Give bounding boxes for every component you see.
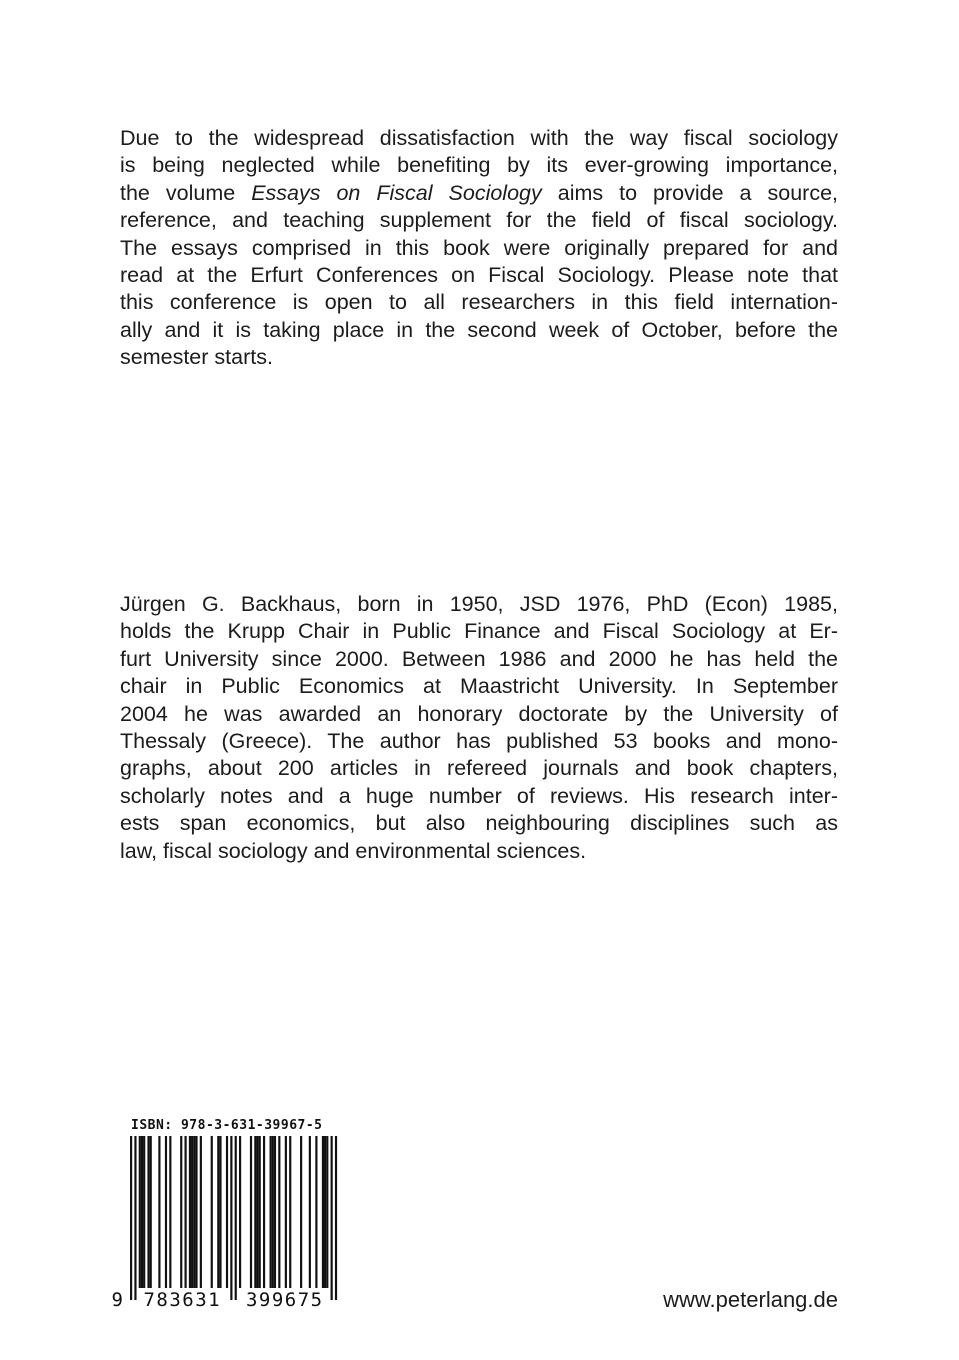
- barcode-bar: [324, 1136, 326, 1288]
- barcode-bar: [195, 1136, 197, 1288]
- blurb-line: semester starts.: [120, 345, 273, 370]
- bio-line: furt University since 2000. Between 1986 and 2000 he has held the: [120, 646, 838, 671]
- barcode-bar: [165, 1136, 167, 1288]
- barcode-bar: [147, 1136, 149, 1288]
- blurb-line: reference, and teaching supplement for the field of fiscal sociology.: [120, 208, 838, 233]
- barcode-bar: [189, 1136, 191, 1288]
- barcode-bar: [270, 1136, 272, 1288]
- barcode-right-digits: 399675: [245, 1289, 324, 1311]
- bio-line: holds the Krupp Chair in Public Finance and Fiscal Sociology at Er-: [120, 619, 838, 644]
- blurb-paragraph: [120, 125, 838, 372]
- book-title: Essays on Fiscal Sociology: [251, 180, 542, 205]
- barcode-guard-bar: [235, 1136, 237, 1300]
- barcode-bar: [289, 1136, 291, 1288]
- barcode-bar: [285, 1136, 287, 1288]
- bio-line: ests span economics, but also neighbouring disciplines such as: [120, 811, 838, 836]
- blurb-title-before: the volume: [120, 180, 252, 205]
- barcode-bar: [315, 1136, 317, 1288]
- barcode-bar: [259, 1136, 261, 1288]
- publisher-website: www.peterlang.de: [663, 1287, 838, 1312]
- barcode-bar: [309, 1136, 311, 1288]
- barcode-guard-bar: [331, 1136, 333, 1300]
- bio-line: law, fiscal sociology and environmental sciences.: [120, 838, 587, 863]
- blurb-line-title: [120, 180, 838, 207]
- barcode-bar: [217, 1136, 219, 1288]
- barcode-bar: [169, 1136, 171, 1288]
- barcode-bar: [300, 1136, 302, 1288]
- barcode-bar: [274, 1136, 276, 1288]
- barcode-bar: [180, 1136, 182, 1288]
- author-bio-paragraph: [120, 591, 838, 865]
- blurb-line: ally and it is taking place in the second week of October, before the: [120, 317, 838, 342]
- bio-line: chair in Public Economics at Maastricht University. In September: [120, 674, 838, 699]
- bio-line: 2004 he was awarded an honorary doctorate by the University of: [120, 701, 838, 726]
- barcode-bar: [226, 1136, 228, 1288]
- blurb-line: this conference is open to all researchers in this field internation-: [120, 290, 838, 315]
- bio-line: graphs, about 200 articles in refereed journals and book chapters,: [120, 756, 838, 781]
- bio-line: scholarly notes and a huge number of reviews. His research inter-: [120, 783, 838, 808]
- barcode-guard-bar: [230, 1136, 232, 1300]
- barcode-bar: [219, 1136, 221, 1288]
- barcode-bar: [193, 1136, 195, 1288]
- barcode-bar: [185, 1136, 187, 1288]
- barcode-graphic: [110, 1136, 340, 1316]
- barcode-bar: [239, 1136, 241, 1288]
- barcode-bar: [141, 1136, 143, 1288]
- barcode-bar: [200, 1136, 202, 1288]
- barcode-bar: [158, 1136, 160, 1288]
- barcode-bar: [191, 1136, 193, 1288]
- barcode-bar: [139, 1136, 141, 1288]
- barcode-bar: [150, 1136, 152, 1288]
- barcode-bar: [326, 1136, 328, 1288]
- blurb-line: read at the Erfurt Conferences on Fiscal Sociology. Please note that: [120, 263, 838, 288]
- barcode-bar: [322, 1136, 324, 1288]
- barcode-left-digits: 783631: [143, 1289, 222, 1311]
- bio-line: Jürgen G. Backhaus, born in 1950, JSD 1976, PhD (Econ) 1985,: [120, 592, 838, 616]
- blurb-line: The essays comprised in this book were originally prepared for and: [120, 235, 838, 260]
- barcode-guard-bar: [335, 1136, 337, 1300]
- isbn-barcode: [110, 1136, 340, 1316]
- blurb-line: Due to the widespread dissatisfaction with the way fiscal sociology: [120, 126, 838, 150]
- isbn-label: ISBN: 978-3-631-39967-5: [131, 1118, 323, 1133]
- barcode-guard-bar: [134, 1136, 136, 1300]
- barcode-bar: [272, 1136, 274, 1288]
- bio-line: Thessaly (Greece). The author has published 53 books and mono-: [120, 729, 838, 754]
- barcode-bar: [254, 1136, 256, 1288]
- blurb-line: is being neglected while benefiting by its ever-growing importance,: [120, 153, 838, 178]
- barcode-bar: [250, 1136, 252, 1288]
- barcode-lead-digit: 9: [111, 1289, 125, 1311]
- blurb-title-after: aims to provide a source,: [541, 180, 839, 205]
- barcode-guard-bar: [130, 1136, 132, 1300]
- barcode-bar: [278, 1136, 280, 1288]
- barcode-bar: [256, 1136, 258, 1288]
- barcode-bar: [211, 1136, 213, 1288]
- barcode-bar: [143, 1136, 145, 1288]
- barcode-bar: [263, 1136, 265, 1288]
